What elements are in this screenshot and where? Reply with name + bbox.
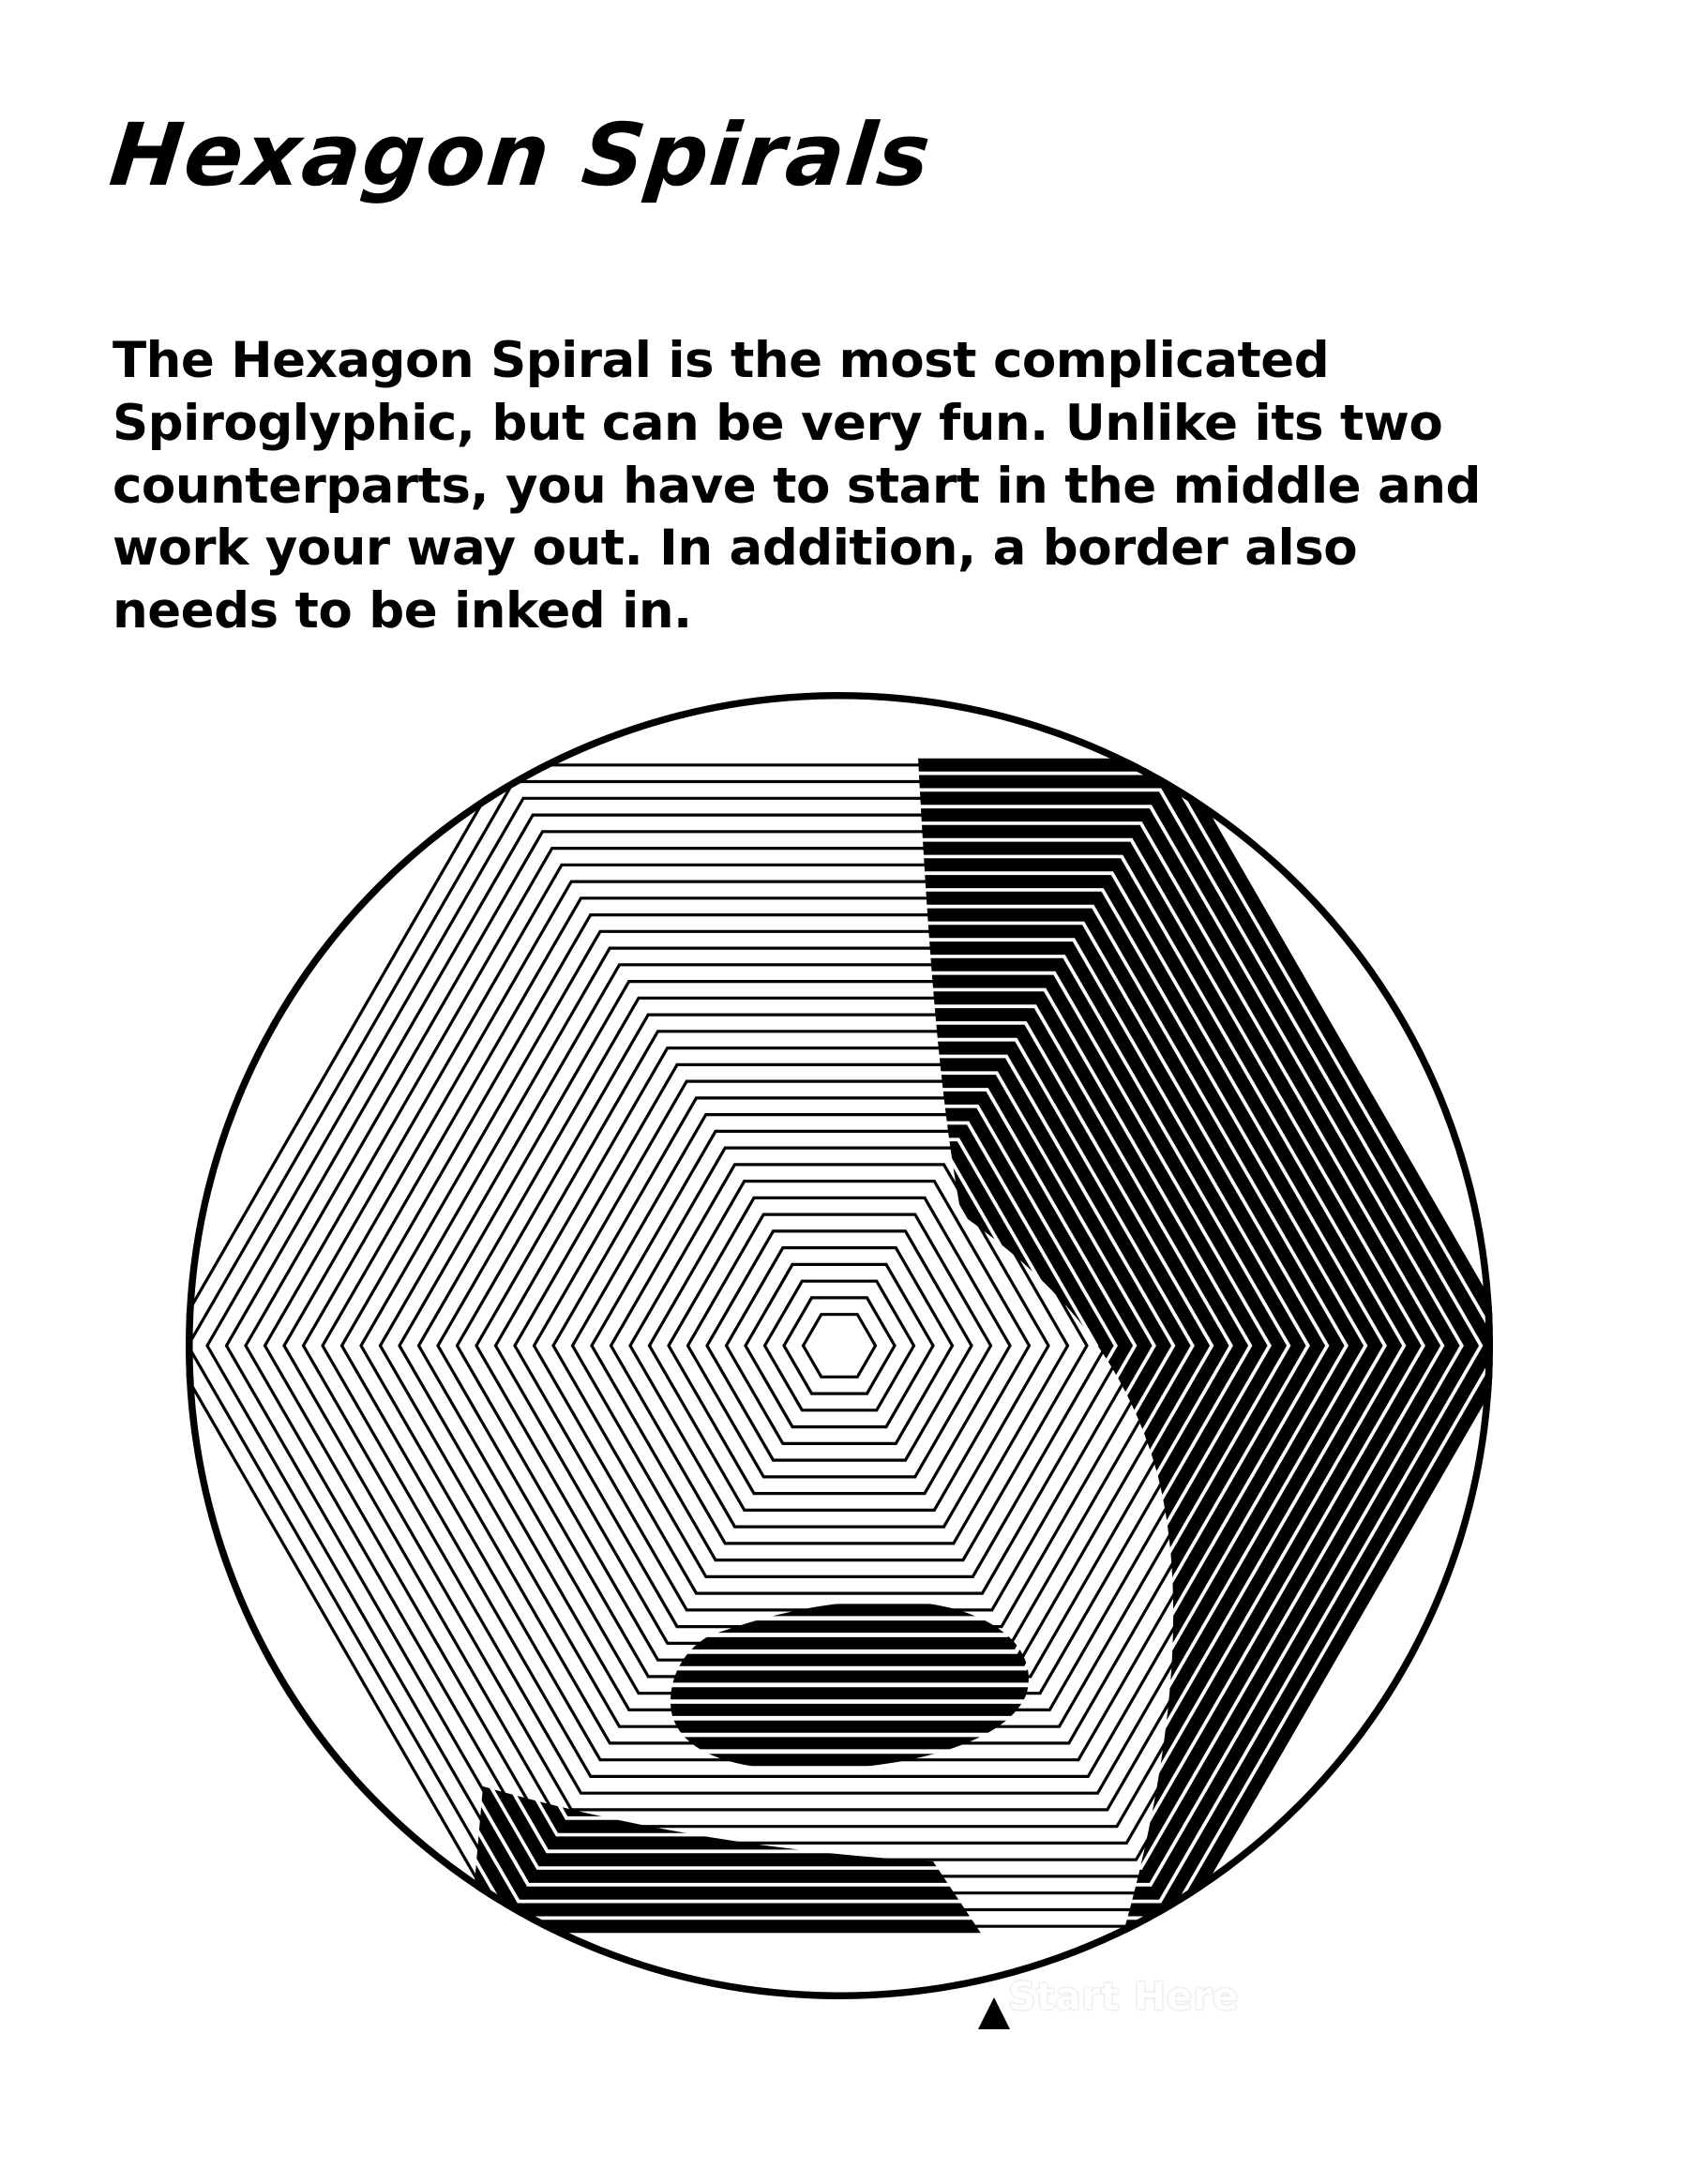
hexagon-spiral-artwork: [183, 689, 1496, 2002]
up-arrow-icon: [978, 1997, 1010, 2029]
start-here-label: Start Here: [1008, 1974, 1240, 2019]
artwork-container: [183, 689, 1496, 2019]
intro-paragraph: The Hexagon Spiral is the most complicated Spiroglyphic, but can be very fun. Unlike its two counterparts, you have to start in the middle and work your way out. In addition, a border also needs to be inked in.: [113, 332, 1481, 640]
page-title: Hexagon Spirals: [105, 105, 937, 205]
